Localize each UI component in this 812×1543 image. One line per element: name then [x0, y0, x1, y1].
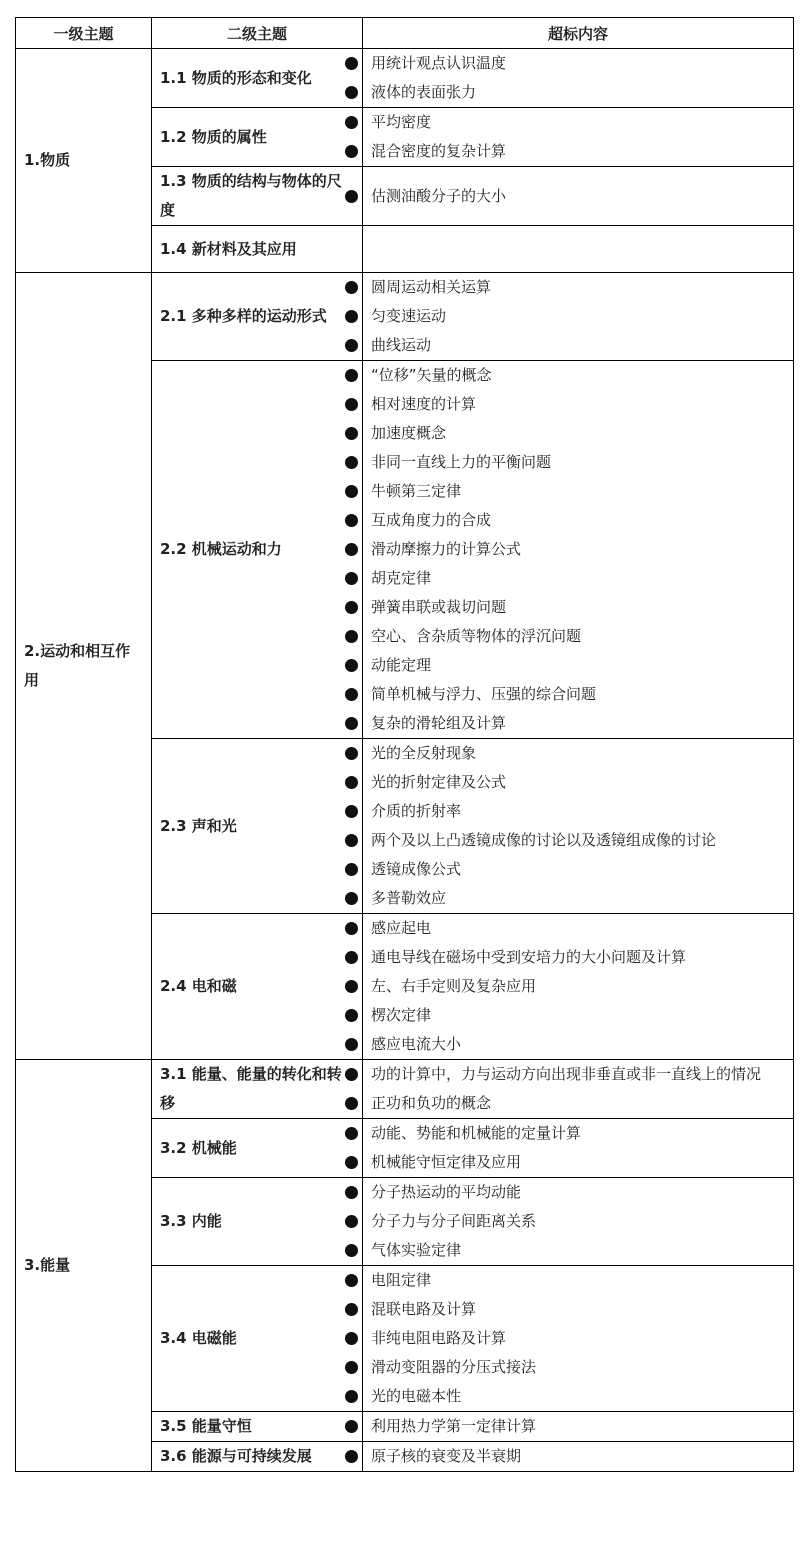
content-item-text: 滑动变阻器的分压式接法: [371, 1358, 537, 1376]
bullet-icon: [345, 1068, 358, 1081]
bullet-icon: [345, 980, 358, 993]
bullet-icon: [345, 834, 358, 847]
secondary-topic-cell: 1.4 新材料及其应用: [152, 226, 363, 273]
bullet-icon: [345, 951, 358, 964]
content-item-text: 匀变速运动: [371, 307, 447, 325]
content-item: [371, 943, 785, 972]
content-item-text: 原子核的衰变及半衰期: [371, 1447, 522, 1465]
content-item-text: 光的折射定律及公式: [371, 773, 507, 791]
content-item: [371, 361, 785, 390]
content-item: [371, 768, 785, 797]
bullet-icon: [345, 1097, 358, 1110]
bullet-icon: [345, 398, 358, 411]
content-item: [371, 855, 785, 884]
bullet-icon: [345, 863, 358, 876]
table-row: [16, 273, 794, 361]
header-secondary-topic: 二级主题: [152, 18, 363, 49]
content-item: [371, 535, 785, 564]
content-item-text: 楞次定律: [371, 1006, 432, 1024]
content-item-text: 互成角度力的合成: [371, 511, 492, 529]
content-item: [371, 182, 785, 211]
content-item-text: 加速度概念: [371, 424, 447, 442]
content-item-text: 感应电流大小: [371, 1035, 462, 1053]
content-item: [371, 1030, 785, 1059]
bullet-icon: [345, 1186, 358, 1199]
bullet-icon: [345, 1038, 358, 1051]
content-item-text: 空心、含杂质等物体的浮沉问题: [371, 627, 582, 645]
content-item: [371, 1382, 785, 1411]
content-item-text: 相对速度的计算: [371, 395, 477, 413]
content-item-text: 分子热运动的平均动能: [371, 1183, 522, 1201]
secondary-topic-cell: 3.5 能量守恒: [152, 1412, 363, 1442]
content-item: [371, 972, 785, 1001]
content-item-text: “位移”矢量的概念: [371, 366, 492, 384]
content-cell: [363, 167, 794, 226]
content-item: [371, 273, 785, 302]
table-body: [16, 49, 794, 1472]
content-cell: [363, 361, 794, 739]
content-item: [371, 1119, 785, 1148]
content-item: [371, 1266, 785, 1295]
content-item-text: 介质的折射率: [371, 802, 462, 820]
bullet-icon: [345, 601, 358, 614]
content-item-text: 曲线运动: [371, 336, 432, 354]
content-item-text: 电阻定律: [371, 1271, 432, 1289]
content-item-text: 混合密度的复杂计算: [371, 142, 507, 160]
content-item: [371, 49, 785, 78]
content-item-text: 气体实验定律: [371, 1241, 462, 1259]
content-item: [371, 709, 785, 738]
syllabus-table: [15, 17, 794, 1472]
content-item-text: 平均密度: [371, 113, 432, 131]
content-item-text: 分子力与分子间距离关系: [371, 1212, 537, 1230]
content-item: [371, 1412, 785, 1441]
table-header: [16, 18, 794, 49]
secondary-topic-cell: 2.4 电和磁: [152, 914, 363, 1060]
content-item-text: 透镜成像公式: [371, 860, 462, 878]
content-item-text: 光的电磁本性: [371, 1387, 462, 1405]
bullet-icon: [345, 514, 358, 527]
content-item-text: 通电导线在磁场中受到安培力的大小问题及计算: [371, 948, 687, 966]
bullet-icon: [345, 145, 358, 158]
secondary-topic-cell: 2.2 机械运动和力: [152, 361, 363, 739]
bullet-icon: [345, 1127, 358, 1140]
bullet-icon: [345, 892, 358, 905]
content-item-text: 圆周运动相关运算: [371, 278, 492, 296]
secondary-topic-cell: 1.3 物质的结构与物体的尺度: [152, 167, 363, 226]
content-item-text: 用统计观点认识温度: [371, 54, 507, 72]
bullet-icon: [345, 1244, 358, 1257]
content-item-text: 利用热力学第一定律计算: [371, 1417, 537, 1435]
content-cell: [363, 49, 794, 108]
content-item-text: 液体的表面张力: [371, 83, 477, 101]
secondary-topic-cell: 3.6 能源与可持续发展: [152, 1442, 363, 1472]
content-item: [371, 1089, 785, 1118]
content-item: [371, 477, 785, 506]
bullet-icon: [345, 485, 358, 498]
header-row: [16, 18, 794, 49]
bullet-icon: [345, 1009, 358, 1022]
bullet-icon: [345, 57, 358, 70]
content-item: [371, 797, 785, 826]
content-item: [371, 1060, 785, 1089]
bullet-icon: [345, 427, 358, 440]
primary-topic-cell: 2.运动和相互作用: [16, 273, 152, 1060]
content-item-text: 左、右手定则及复杂应用: [371, 977, 537, 995]
content-item-text: 多普勒效应: [371, 889, 447, 907]
bullet-icon: [345, 922, 358, 935]
content-item-text: 牛顿第三定律: [371, 482, 462, 500]
content-cell: [363, 1412, 794, 1442]
content-cell: [363, 108, 794, 167]
content-cell: [363, 1442, 794, 1472]
content-item-text: 复杂的滑轮组及计算: [371, 714, 507, 732]
content-item: [371, 564, 785, 593]
content-item: [371, 884, 785, 913]
content-cell: [363, 1060, 794, 1119]
bullet-icon: [345, 281, 358, 294]
content-item: [371, 1324, 785, 1353]
content-item: [371, 448, 785, 477]
content-item: [371, 419, 785, 448]
content-item-text: 估测油酸分子的大小: [371, 186, 507, 205]
content-item-text: 动能、势能和机械能的定量计算: [371, 1124, 582, 1142]
content-item: [371, 137, 785, 166]
content-cell: [363, 273, 794, 361]
bullet-icon: [345, 310, 358, 323]
secondary-topic-cell: 3.3 内能: [152, 1178, 363, 1266]
bullet-icon: [345, 1274, 358, 1287]
content-item-text: 胡克定律: [371, 569, 432, 587]
bullet-icon: [345, 369, 358, 382]
bullet-icon: [345, 1332, 358, 1345]
content-item-text: 弹簧串联或裁切问题: [371, 598, 507, 616]
bullet-icon: [345, 572, 358, 585]
secondary-topic-cell: 3.1 能量、能量的转化和转移: [152, 1060, 363, 1119]
content-item: [371, 390, 785, 419]
bullet-icon: [345, 456, 358, 469]
bullet-icon: [345, 190, 358, 203]
content-item: [371, 1442, 785, 1471]
bullet-icon: [345, 1361, 358, 1374]
secondary-topic-cell: 1.2 物质的属性: [152, 108, 363, 167]
bullet-icon: [345, 543, 358, 556]
content-item: [371, 331, 785, 360]
content-item-text: 非同一直线上力的平衡问题: [371, 453, 552, 471]
content-item: [371, 1295, 785, 1324]
content-item-text: 滑动摩擦力的计算公式: [371, 540, 522, 558]
bullet-icon: [345, 116, 358, 129]
content-item-text: 混联电路及计算: [371, 1300, 477, 1318]
content-item: [371, 506, 785, 535]
content-item-text: 简单机械与浮力、压强的综合问题: [371, 685, 597, 703]
content-item-text: 两个及以上凸透镜成像的讨论以及透镜组成像的讨论: [371, 831, 717, 849]
content-item: [371, 739, 785, 768]
secondary-topic-cell: 2.3 声和光: [152, 739, 363, 914]
content-item: [371, 680, 785, 709]
content-item-text: 正功和负功的概念: [371, 1094, 492, 1112]
bullet-icon: [345, 630, 358, 643]
content-item: [371, 593, 785, 622]
bullet-icon: [345, 339, 358, 352]
content-cell: [363, 1266, 794, 1412]
content-item: [371, 1001, 785, 1030]
bullet-icon: [345, 659, 358, 672]
content-item: [371, 1353, 785, 1382]
content-item: [371, 108, 785, 137]
header-content: 超标内容: [363, 18, 794, 49]
content-cell: [363, 914, 794, 1060]
content-item: [371, 78, 785, 107]
content-item: [371, 1207, 785, 1236]
table-row: [16, 1060, 794, 1119]
bullet-icon: [345, 717, 358, 730]
content-item: [371, 1148, 785, 1177]
content-item-text: 动能定理: [371, 656, 432, 674]
secondary-topic-cell: 3.2 机械能: [152, 1119, 363, 1178]
content-item: [371, 1178, 785, 1207]
bullet-icon: [345, 688, 358, 701]
content-item-text: 感应起电: [371, 919, 432, 937]
content-cell: [363, 1178, 794, 1266]
table-row: [16, 49, 794, 108]
content-item-text: 机械能守恒定律及应用: [371, 1153, 522, 1171]
primary-topic-cell: 3.能量: [16, 1060, 152, 1472]
secondary-topic-cell: 1.1 物质的形态和变化: [152, 49, 363, 108]
content-cell: [363, 1119, 794, 1178]
content-item: [371, 302, 785, 331]
bullet-icon: [345, 747, 358, 760]
header-primary-topic: 一级主题: [16, 18, 152, 49]
bullet-icon: [345, 1303, 358, 1316]
content-item: [371, 622, 785, 651]
content-item-text: 光的全反射现象: [371, 744, 477, 762]
content-item: [371, 651, 785, 680]
content-item: [371, 826, 785, 855]
primary-topic-cell: 1.物质: [16, 49, 152, 273]
bullet-icon: [345, 86, 358, 99]
bullet-icon: [345, 1156, 358, 1169]
content-item: [371, 1236, 785, 1265]
content-item-text: 功的计算中，力与运动方向出现非垂直或非一直线上的情况: [371, 1065, 762, 1083]
secondary-topic-cell: 3.4 电磁能: [152, 1266, 363, 1412]
bullet-icon: [345, 1215, 358, 1228]
bullet-icon: [345, 805, 358, 818]
bullet-icon: [345, 1450, 358, 1463]
content-item: [371, 914, 785, 943]
content-item-text: 非纯电阻电路及计算: [371, 1329, 507, 1347]
secondary-topic-cell: 2.1 多种多样的运动形式: [152, 273, 363, 361]
bullet-icon: [345, 1390, 358, 1403]
content-cell: [363, 226, 794, 273]
content-cell: [363, 739, 794, 914]
bullet-icon: [345, 776, 358, 789]
bullet-icon: [345, 1420, 358, 1433]
